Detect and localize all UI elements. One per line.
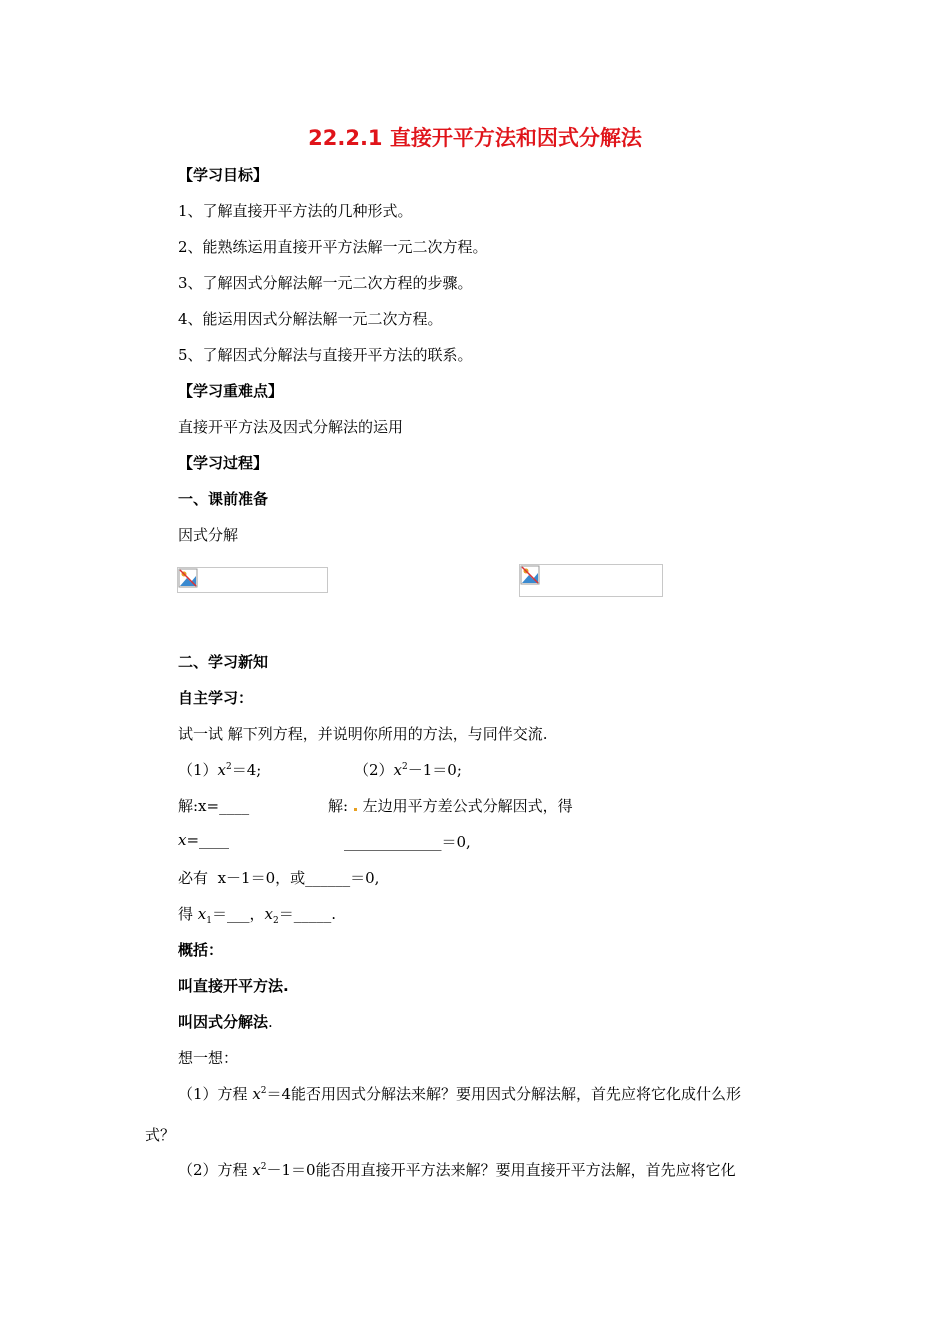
summary-heading: 概括： [178, 941, 224, 959]
solution-text: 左边用平方差公式分解因式，得 [362, 797, 573, 815]
exponent: 2 [260, 1162, 267, 1172]
solution-2-line-2: _____________＝0, [344, 833, 471, 851]
subscript: 1 [206, 916, 212, 926]
result-blank: ＝___， [212, 905, 265, 923]
exponent: 2 [260, 1086, 267, 1096]
must-have-text: x－1＝0，或______＝0, [217, 869, 380, 887]
equation-2 [354, 759, 462, 780]
key-points-text: 直接开平方法及因式分解法的运用 [178, 418, 404, 436]
section-prep-heading: 一、课前准备 [178, 490, 269, 508]
solution-label: 解: [328, 797, 349, 815]
solution-1-line-1: 解:x=____ [178, 797, 250, 815]
var-x: x [217, 761, 227, 779]
exponent: 2 [226, 762, 232, 772]
self-study-heading: 自主学习： [178, 689, 254, 707]
think-heading: 想一想： [178, 1049, 239, 1067]
process-heading: 【学习过程】 [178, 454, 269, 472]
definition-2 [178, 1011, 273, 1032]
subscript: 2 [272, 916, 279, 926]
var-x: x [393, 761, 403, 779]
question-text: －1＝0能否用直接开平方法来解？要用直接开平方法解，首先应将它化 [266, 1161, 736, 1179]
section-new-heading: 二、学习新知 [178, 653, 269, 671]
result-line [178, 903, 336, 926]
broken-image-placeholder [177, 567, 328, 593]
solution-1-line-2: x=____ [178, 831, 230, 849]
result-blank: ＝_____. [278, 905, 336, 923]
definition-2-text: 叫因式分解法 [178, 1013, 269, 1031]
var-x: x [252, 1085, 261, 1103]
must-have-line [178, 867, 379, 888]
definition-1: 叫直接开平方法. [178, 977, 289, 995]
exponent: 2 [402, 762, 408, 772]
definition-2-tail: . [268, 1013, 273, 1031]
equation-1 [178, 759, 261, 780]
question-text: ＝4能否用因式分解法来解？要用因式分解法解，首先应将它化成什么形 [266, 1085, 742, 1103]
objective-item: 3、了解因式分解法解一元二次方程的步骤。 [178, 274, 473, 292]
eq-number: （1） [178, 761, 218, 779]
broken-image-icon [520, 565, 540, 585]
var-x: x [252, 1161, 261, 1179]
objective-item: 1、了解直接开平方法的几种形式。 [178, 202, 413, 220]
objective-item: 2、能熟练运用直接开平方法解一元二次方程。 [178, 238, 488, 256]
question-prefix: （1）方程 [178, 1085, 253, 1103]
eq-body: ＝4; [231, 761, 262, 779]
eq-body: －1＝0; [407, 761, 462, 779]
question-1-continued: 式？ [145, 1126, 176, 1144]
solution-2-line-1 [328, 795, 573, 816]
try-text: 试一试 解下列方程，并说明你所用的方法，与同伴交流. [178, 725, 548, 743]
factor-label: 因式分解 [178, 526, 239, 544]
question-1 [178, 1083, 741, 1104]
bullet-dot [354, 808, 357, 811]
broken-image-icon [178, 568, 198, 588]
objective-item: 4、能运用因式分解法解一元二次方程。 [178, 310, 443, 328]
question-prefix: （2）方程 [178, 1161, 253, 1179]
must-have-label: 必有 [178, 869, 209, 887]
eq-number: （2） [354, 761, 394, 779]
result-label: 得 [178, 905, 194, 923]
key-points-heading: 【学习重难点】 [178, 382, 284, 400]
var-x: x [264, 905, 273, 923]
var-x: x [197, 905, 207, 923]
objectives-heading: 【学习目标】 [178, 166, 269, 184]
broken-image-placeholder [519, 564, 663, 597]
page-title: 22.2.1 直接开平方法和因式分解法 [308, 126, 642, 150]
objective-item: 5、了解因式分解法与直接开平方法的联系。 [178, 346, 473, 364]
question-2 [178, 1159, 736, 1180]
